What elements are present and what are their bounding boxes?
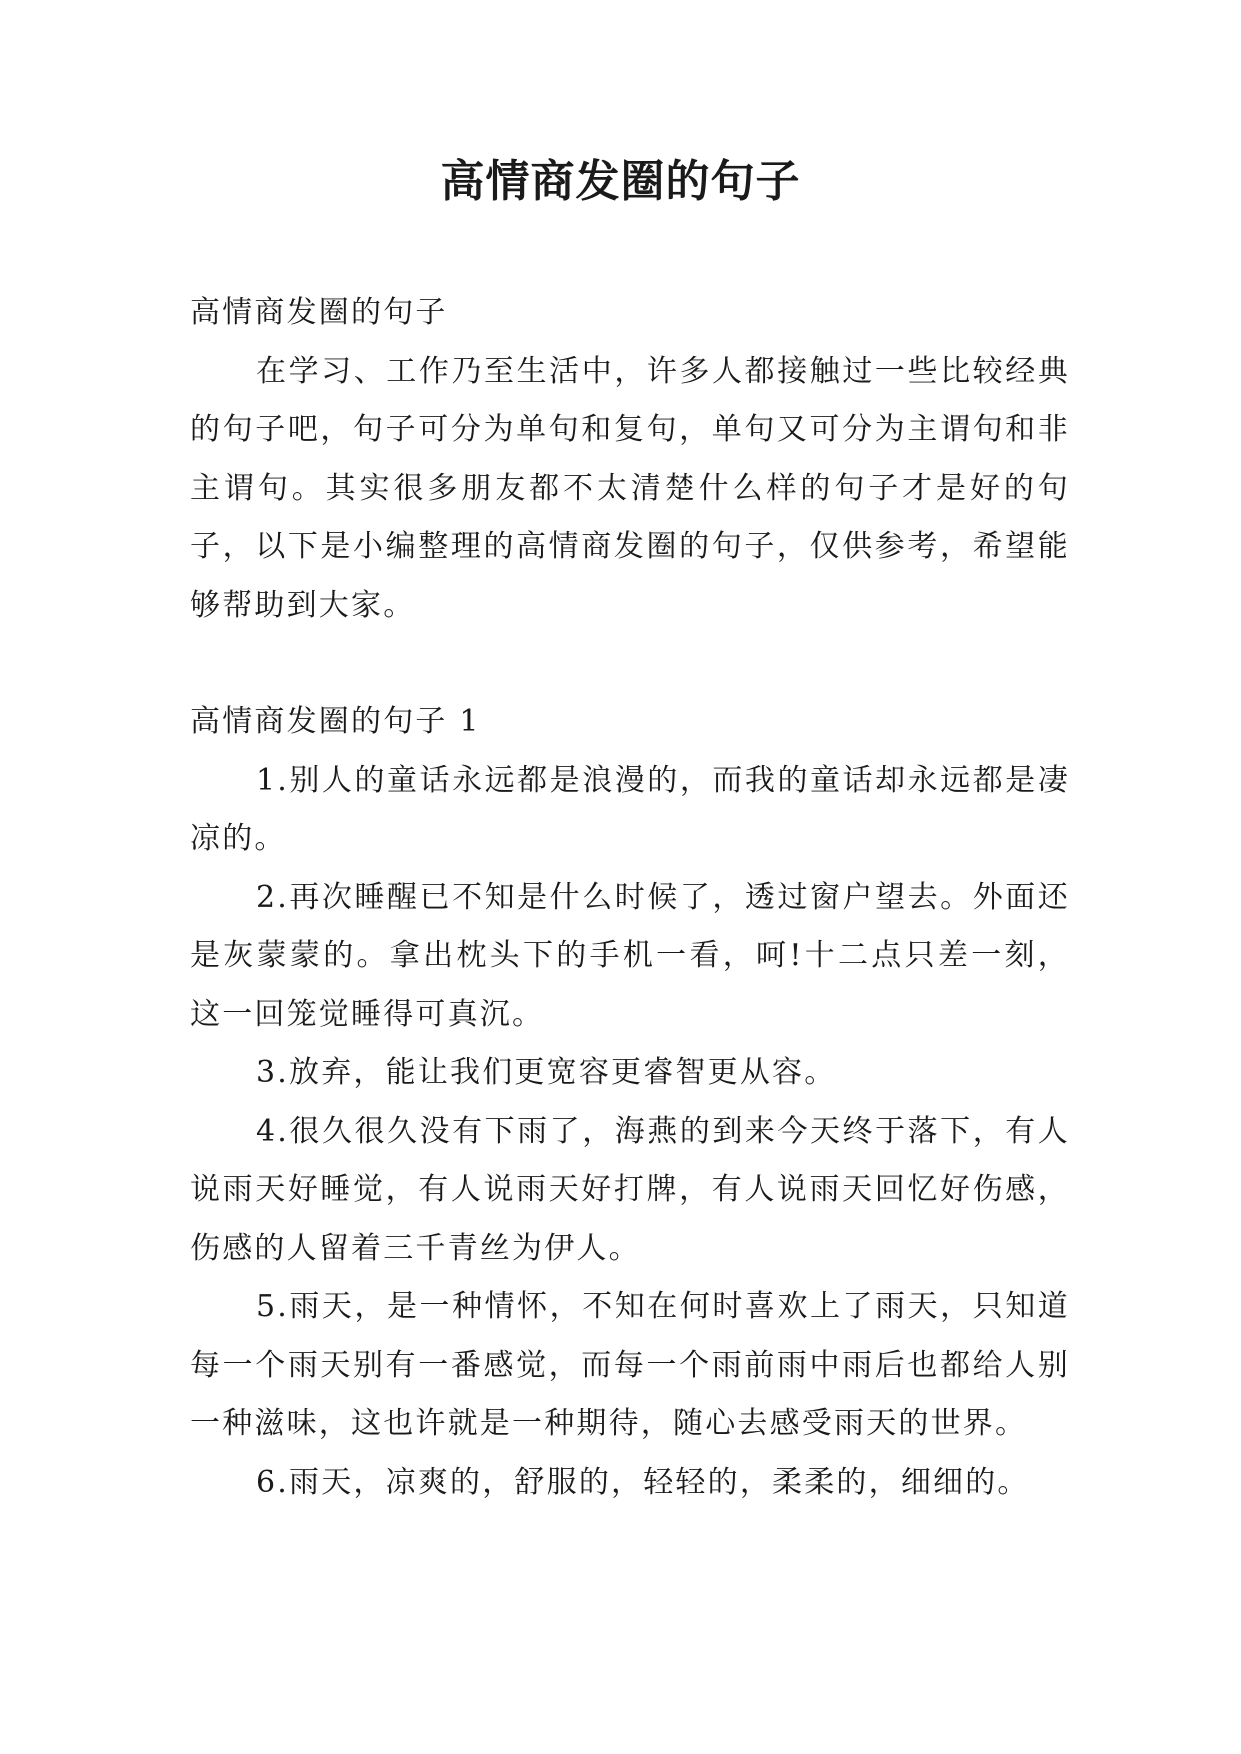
section-heading: 高情商发圈的句子 1 bbox=[190, 704, 481, 739]
section-spacer bbox=[190, 635, 1070, 693]
document-body bbox=[190, 284, 1070, 1512]
list-item: 4.很久很久没有下雨了，海燕的到来今天终于落下，有人说雨天好睡觉，有人说雨天好打牌，有人说雨天回忆好伤感，伤感的人留着三千青丝为伊人。 bbox=[190, 1113, 1070, 1266]
list-item: 6.雨天，凉爽的，舒服的，轻轻的，柔柔的，细细的。 bbox=[256, 1464, 1030, 1500]
list-item: 2.再次睡醒已不知是什么时候了，透过窗户望去。外面还是灰蒙蒙的。拿出枕头下的手机一看，呵!十二点只差一刻，这一回笼觉睡得可真沉。 bbox=[190, 879, 1070, 1032]
list-item: 1.别人的童话永远都是浪漫的，而我的童话却永远都是凄凉的。 bbox=[190, 762, 1070, 856]
intro-heading: 高情商发圈的句子 bbox=[190, 295, 448, 330]
page-title: 高情商发圈的句子 bbox=[440, 156, 801, 207]
intro-paragraph: 在学习、工作乃至生活中，许多人都接触过一些比较经典的句子吧，句子可分为单句和复句，单句又可分为主谓句和非主谓句。其实很多朋友都不太清楚什么样的句子才是好的句子，以下是小编整理的高情商发圈的句子，仅供参考，希望能够帮助到大家。 bbox=[190, 353, 1070, 623]
list-item: 5.雨天，是一种情怀，不知在何时喜欢上了雨天，只知道每一个雨天别有一番感觉，而每一个雨前雨中雨后也都给人别一种滋味，这也许就是一种期待，随心去感受雨天的世界。 bbox=[190, 1289, 1070, 1441]
list-item: 3.放弃，能让我们更宽容更睿智更从容。 bbox=[256, 1055, 837, 1090]
